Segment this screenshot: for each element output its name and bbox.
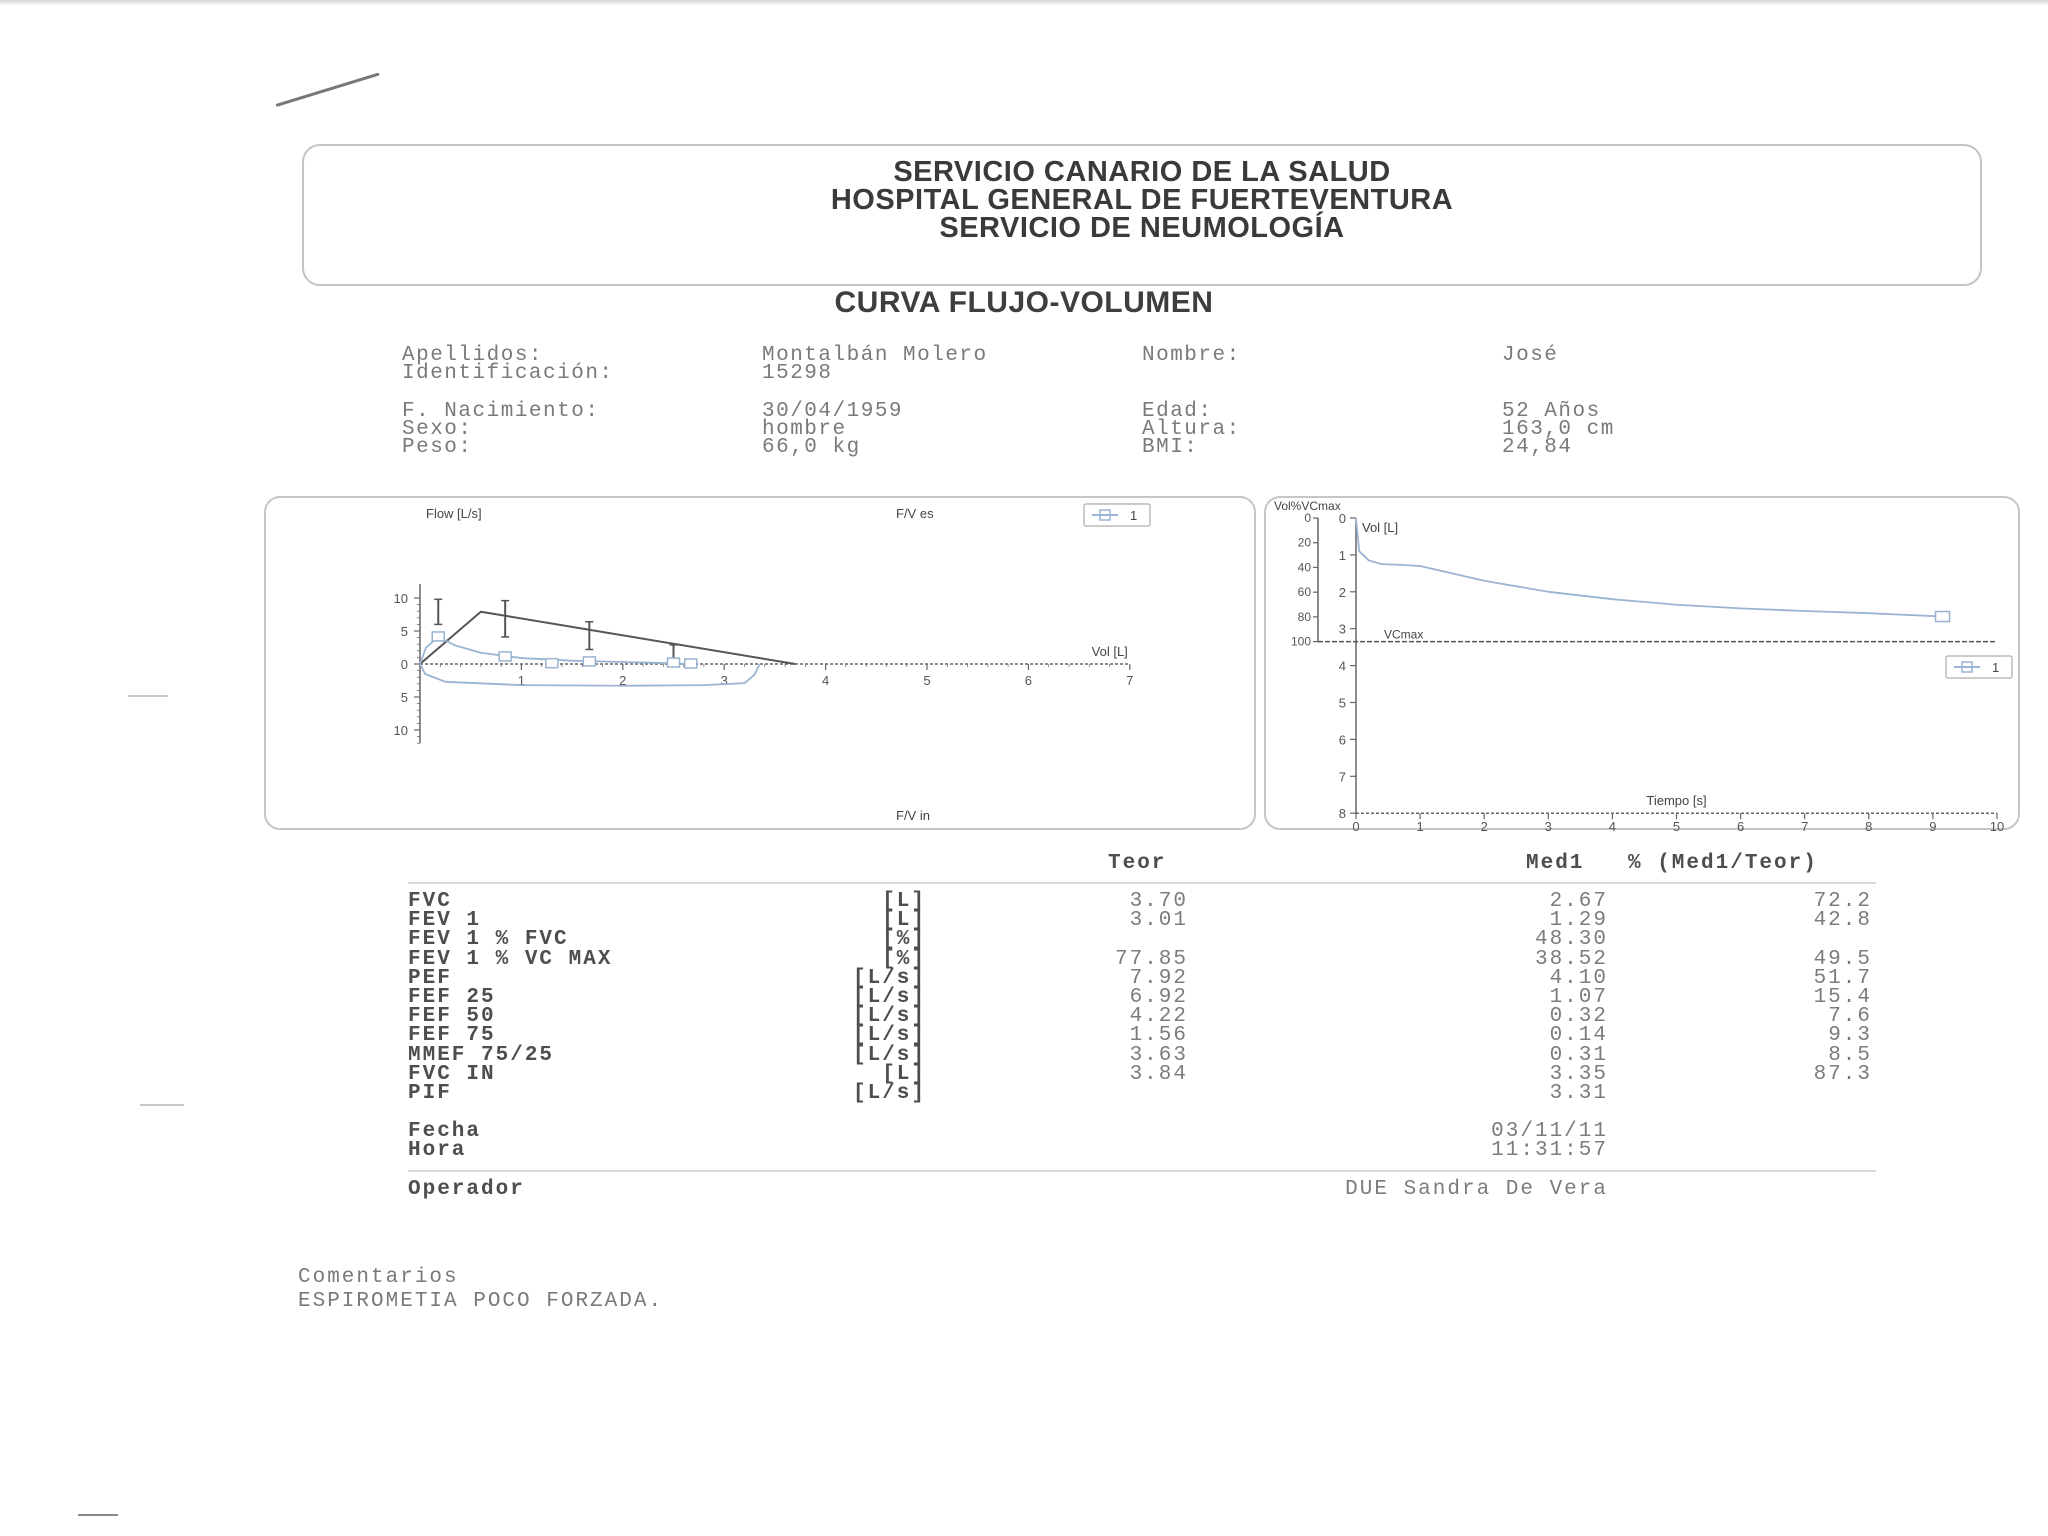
document-title: CURVA FLUJO-VOLUMEN [834,286,1214,319]
x-tick-label: 6 [1024,673,1033,688]
row-param: MMEF 75/25 [408,1043,555,1067]
x-tick-label: 6 [1736,819,1745,832]
row-teor: 1.56 [1129,1024,1188,1048]
fecha-label: Fecha [408,1120,482,1143]
nombre-value: José [1502,344,1559,367]
row-param: FVC IN [408,1062,496,1086]
sexo-value: hombre [762,418,847,441]
y-axis-label: Vol [L] [1362,520,1399,535]
row-param: FEF 25 [408,986,496,1009]
row-teor: 3.84 [1129,1062,1188,1086]
y-tick-label: 5 [400,690,408,705]
row-teor: 6.92 [1129,986,1188,1009]
apellidos-value: Montalbán Molero [762,344,988,367]
x-tick-label: 3 [1544,819,1552,832]
chart-bottom-label: F/V in [896,808,930,823]
x-tick-label: 2 [1480,819,1488,832]
row-teor: 3.70 [1129,890,1188,913]
row-param: FEF 50 [408,1005,496,1029]
row-med: 1.29 [1549,909,1608,933]
pct-tick-label: 80 [1297,609,1311,624]
row-unit: [L/s] [852,1005,926,1029]
series-line-measured [1356,518,1943,617]
pct-tick-label: 100 [1290,634,1311,649]
x-tick-label: 7 [1126,673,1134,688]
x-tick-label: 0 [1352,819,1360,832]
row-unit: [L/s] [852,1082,926,1105]
y-tick-label: 2 [1338,584,1346,600]
row-unit: [L/s] [852,1043,926,1067]
pct-tick-label: 40 [1297,560,1311,575]
peso-label: Peso: [402,436,473,459]
row-pct: 51.7 [1813,966,1872,990]
row-med: 1.07 [1549,986,1608,1009]
row-unit: [L] [882,890,926,913]
data-marker [499,652,511,661]
x-tick-label: 9 [1929,819,1937,832]
row-unit: [%] [882,928,926,952]
row-param: FEF 75 [408,1024,496,1048]
legend-label: 1 [1130,508,1138,523]
row-param: PIF [408,1082,452,1105]
row-pct: 8.5 [1828,1043,1872,1067]
x-tick-label: 1 [1416,819,1424,832]
row-teor: 7.92 [1129,966,1188,990]
fecha-value: 03/11/11 [1491,1120,1608,1143]
x-tick-label: 8 [1865,819,1873,832]
y-tick-label: 6 [1338,732,1346,748]
row-param: FEV 1 [408,909,482,933]
x-tick-label: 10 [1989,819,2005,832]
id-label: Identificación: [402,362,614,385]
x-tick-label: 4 [821,673,830,688]
header-line-1: SERVICIO CANARIO DE LA SALUD [893,156,1391,188]
row-med: 4.10 [1549,966,1608,990]
hora-label: Hora [408,1139,467,1162]
data-marker [432,632,444,641]
series-line-measured [420,664,760,686]
institution-header [302,144,1982,286]
row-teor: 3.01 [1129,909,1188,933]
x-tick-label: 3 [720,673,728,688]
edad-label: Edad: [1142,400,1213,423]
y-tick-label: 4 [1338,658,1346,674]
pct-axis-label: Vol%VCmax [1274,499,1341,513]
row-unit: [L/s] [852,986,926,1009]
operador-label: Operador [408,1178,525,1201]
header-line-2: HOSPITAL GENERAL DE FUERTEVENTURA [830,184,1454,216]
legend-label: 1 [1992,660,2000,675]
row-teor: 77.85 [1114,947,1188,971]
pct-tick-label: 0 [1304,511,1311,525]
header-line-3: SERVICIO DE NEUMOLOGÍA [939,212,1345,244]
row-pct: 42.8 [1813,909,1872,933]
bmi-label: BMI: [1142,436,1199,459]
row-unit: [L] [882,1062,926,1086]
y-tick-label: 5 [400,624,408,639]
y-tick-label: 3 [1338,621,1346,637]
row-pct: 72.2 [1813,890,1872,913]
row-med: 38.52 [1534,947,1608,971]
y-tick-label: 10 [393,591,408,606]
row-unit: [L] [882,909,926,933]
y-tick-label: 8 [1338,806,1346,822]
row-unit: [L/s] [852,966,926,990]
y-tick-label: 0 [400,657,408,672]
operador-value: DUE Sandra De Vera [1345,1178,1608,1201]
altura-label: Altura: [1142,418,1241,441]
chart-title: F/V es [896,506,934,521]
scan-hole-mark [140,1104,184,1106]
data-marker [546,659,558,668]
row-med: 0.31 [1549,1043,1608,1067]
row-med: 0.32 [1549,1005,1608,1029]
peso-value: 66,0 kg [762,436,861,459]
row-unit: [%] [882,947,926,971]
bmi-value: 24,84 [1502,436,1573,459]
row-med: 2.67 [1549,890,1608,913]
row-unit: [L/s] [852,1024,926,1048]
vcmax-label: VCmax [1384,627,1424,642]
data-marker [583,657,595,666]
scan-top-shadow [0,0,2048,6]
id-value: 15298 [762,362,833,385]
row-med: 3.35 [1549,1062,1608,1086]
row-pct: 87.3 [1813,1062,1872,1086]
table-header-rule [408,882,1876,884]
pct-tick-label: 60 [1297,585,1311,600]
session-rule [408,1170,1876,1172]
y-tick-label: 1 [1338,547,1346,563]
row-teor: 4.22 [1129,1005,1188,1029]
flow-volume-plot [266,498,1258,832]
x-tick-label: 5 [923,673,931,688]
col-header-med: Med1 [1526,852,1585,875]
col-header-teor: Teor [1108,852,1167,875]
y-tick-label: 7 [1338,769,1346,785]
altura-value: 163,0 cm [1502,418,1615,441]
row-pct: 15.4 [1813,986,1872,1009]
hora-value: 11:31:57 [1491,1139,1608,1162]
volume-time-plot [1266,498,2022,832]
x-tick-label: 7 [1801,819,1809,832]
scan-hole-mark [128,695,168,697]
row-med: 0.14 [1549,1024,1608,1048]
x-tick-label: 1 [517,673,526,688]
y-tick-label: 5 [1338,695,1346,711]
nacimiento-value: 30/04/1959 [762,400,904,423]
nombre-label: Nombre: [1142,344,1241,367]
row-pct: 9.3 [1828,1024,1872,1048]
scan-edge-mark [78,1514,118,1516]
edad-value: 52 Años [1502,400,1601,423]
data-marker [685,659,697,668]
x-tick-label: 5 [1672,819,1681,832]
x-tick-label: 4 [1608,819,1617,832]
apellidos-label: Apellidos: [402,344,544,367]
data-marker [668,658,680,667]
x-axis-label: Tiempo [s] [1646,793,1707,809]
y-tick-label: 0 [1338,511,1346,526]
scan-pen-mark [276,72,380,106]
x-axis-label: Vol [L] [1091,644,1128,659]
comments-label: Comentarios [298,1266,459,1289]
data-marker [1936,612,1950,622]
row-pct: 7.6 [1828,1005,1872,1029]
col-header-pct: % (Med1/Teor) [1628,852,1818,875]
row-param: PEF [408,966,452,990]
volume-time-chart [1264,496,2020,830]
row-med: 48.30 [1534,928,1608,952]
pct-tick-label: 20 [1297,535,1311,550]
flow-volume-chart [264,496,1256,830]
x-tick-label: 2 [619,673,627,688]
row-param: FEV 1 % FVC [408,928,569,952]
nacimiento-label: F. Nacimiento: [402,400,600,423]
row-param: FEV 1 % VC MAX [408,947,613,971]
row-pct: 49.5 [1813,947,1872,971]
y-tick-label: 10 [393,723,408,738]
y-axis-label: Flow [L/s] [426,506,482,521]
row-param: FVC [408,890,452,913]
sexo-label: Sexo: [402,418,473,441]
row-med: 3.31 [1549,1082,1608,1105]
comments-text: ESPIROMETIA POCO FORZADA. [298,1290,664,1313]
row-teor: 3.63 [1129,1043,1188,1067]
series-line-predicted [420,612,795,664]
